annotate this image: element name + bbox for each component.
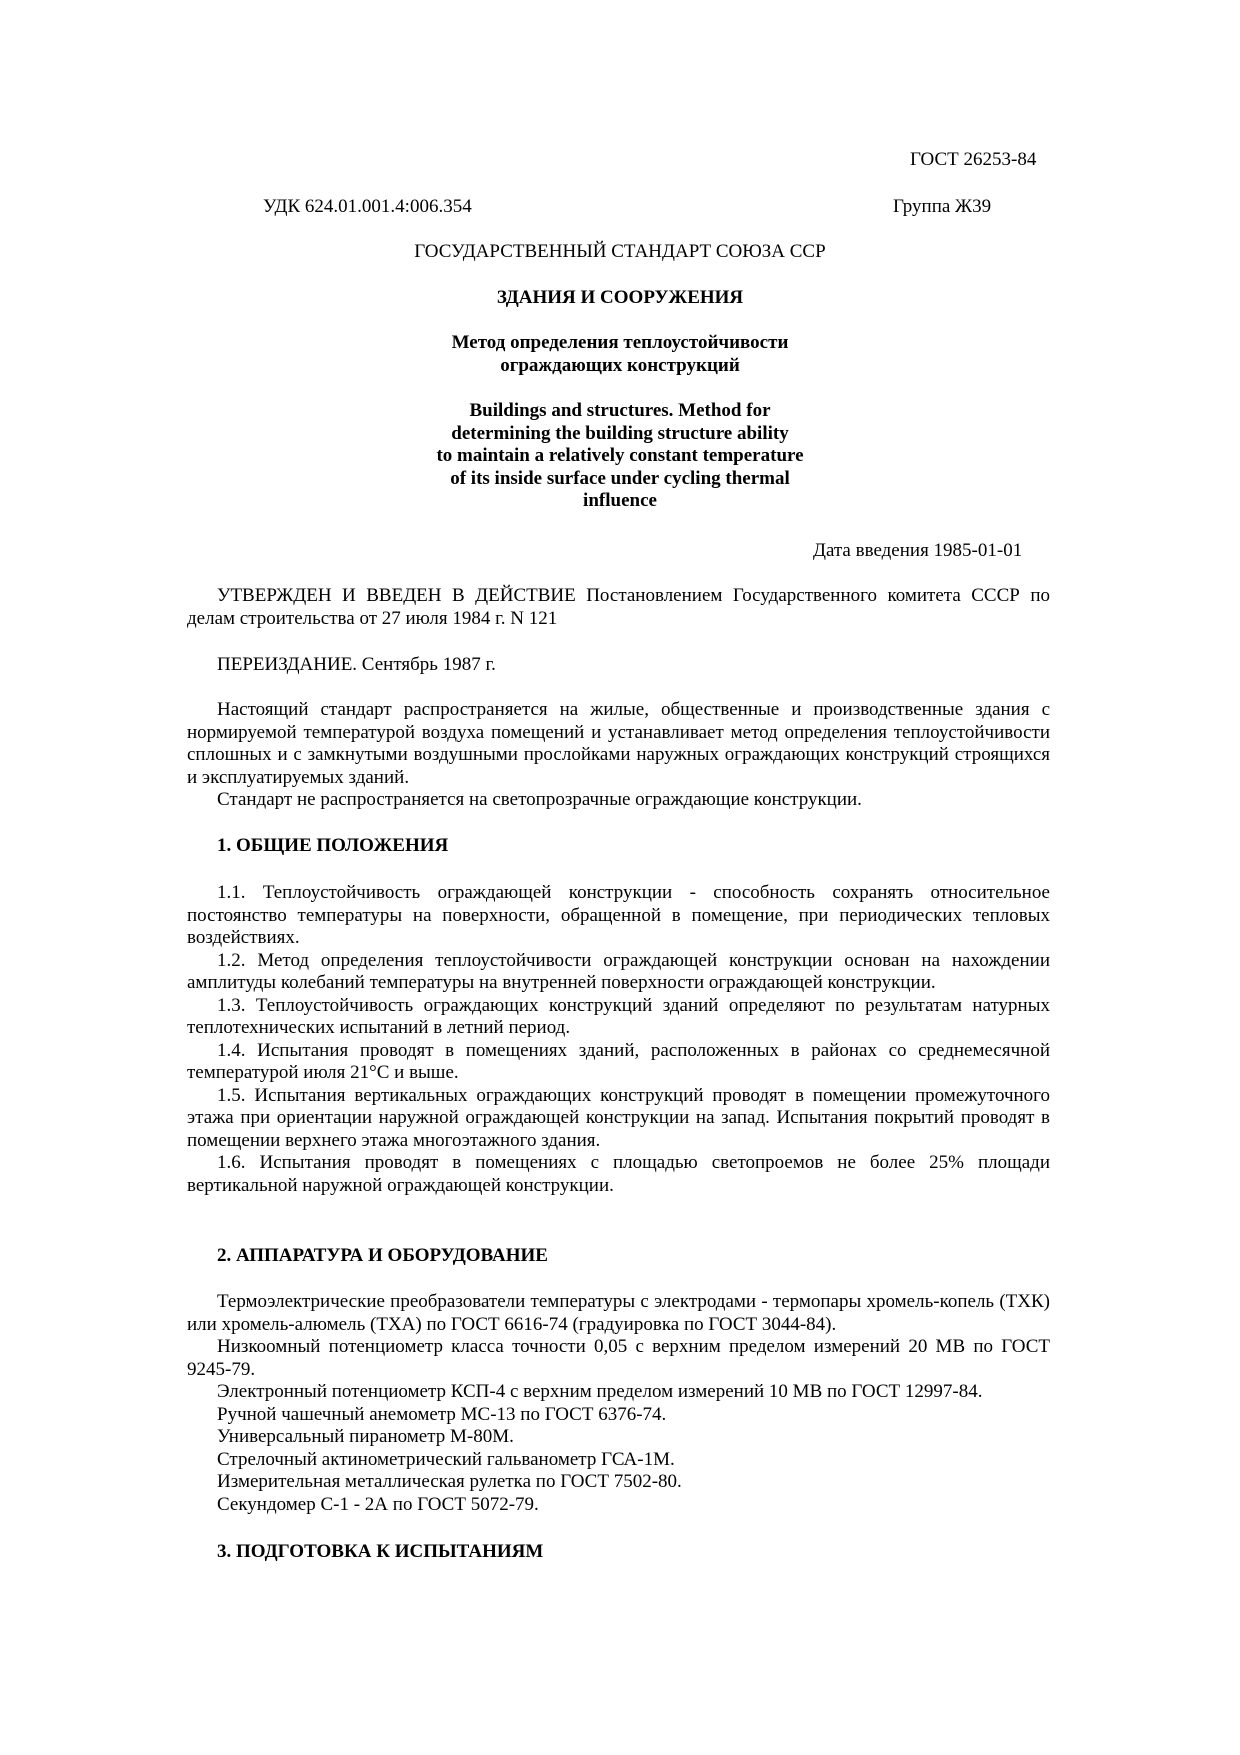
russian-subtitle-line: ограждающих конструкций — [500, 354, 740, 376]
introduction-date: Дата введения 1985-01-01 — [813, 540, 1023, 561]
scope-section — [187, 699, 1050, 812]
equipment-paragraph: Низкоомный потенциометр класса точности 0,05 с верхним пределом измерений 20 МВ по ГОСТ 9245-79. — [187, 1336, 1050, 1380]
gost-number: ГОСТ 26253-84 — [910, 149, 1037, 170]
clause-1-2: 1.2. Метод определения теплоустойчивости ограждающей конструкции основан на нахождении амплитуды колебаний температуры на внутренней поверхности ограждающей конструкции. — [187, 949, 1050, 993]
state-standard-title: ГОСУДАРСТВЕННЫЙ СТАНДАРТ СОЮЗА ССР — [414, 241, 826, 262]
english-title-line: Buildings and structures. Method for — [469, 400, 771, 421]
equipment-item: Стрелочный актинометрический гальванометр ГСА-1М. — [217, 1448, 675, 1470]
main-title: ЗДАНИЯ И СООРУЖЕНИЯ — [496, 287, 744, 308]
section-1-heading: 1. ОБЩИЕ ПОЛОЖЕНИЯ — [217, 835, 449, 856]
equipment-item: Электронный потенциометр КСП-4 с верхним пределом измерений 10 МВ по ГОСТ 12997-84. — [217, 1381, 983, 1402]
approval-text: УТВЕРЖДЕН И ВВЕДЕН В ДЕЙСТВИЕ Постановлением Государственного комитета СССР по делам строительства от 27 июля 1984 г. N 121 — [187, 585, 1050, 629]
english-title — [320, 400, 920, 513]
english-title-line: to maintain a relatively constant temperature — [436, 445, 804, 466]
equipment-item: Измерительная металлическая рулетка по ГОСТ 7502-80. — [217, 1471, 682, 1492]
english-title-line: influence — [583, 490, 657, 511]
clause-1-4: 1.4. Испытания проводят в помещениях зданий, расположенных в районах со среднемесячной температурой июля 21°С и выше. — [187, 1039, 1050, 1083]
section-2-body — [187, 1291, 1050, 1516]
clause-1-1: 1.1. Теплоустойчивость ограждающей конструкции - способность сохранять относительное постоянство температуры на поверхности, обращенной в помещение, при периодических тепловых воздействиях. — [187, 882, 1050, 948]
equipment-item: Универсальный пиранометр М-80М. — [217, 1426, 514, 1447]
scope-paragraph: Настоящий стандарт распространяется на жилые, общественные и производственные здания с нормируемой температурой воздуха помещений и устанавливает метод определения теплоустойчивости сплошных и с замкнутыми воздушными прослойками наружных ограждающих конструкций строящихся и эксплуатируемых зданий. — [187, 699, 1050, 788]
scope-paragraph: Стандарт не распространяется на светопрозрачные ограждающие конструкции. — [217, 789, 862, 810]
section-3-heading: 3. ПОДГОТОВКА К ИСПЫТАНИЯМ — [217, 1541, 544, 1562]
approval-paragraph — [187, 585, 1050, 630]
equipment-item: Секундомер С-1 - 2А по ГОСТ 5072-79. — [217, 1493, 539, 1515]
english-title-line: of its inside surface under cycling thermal — [450, 467, 790, 489]
english-title-line: determining the building structure ability — [451, 422, 789, 444]
russian-subtitle-line: Метод определения теплоустойчивости — [451, 332, 789, 353]
clause-1-3: 1.3. Теплоустойчивость ограждающих конструкций зданий определяют по результатам натурных теплотехнических испытаний в летний период. — [187, 994, 1050, 1038]
reissue-text: ПЕРЕИЗДАНИЕ. Сентябрь 1987 г. — [217, 654, 496, 675]
reissue-paragraph — [187, 654, 1050, 677]
udk-code: УДК 624.01.001.4:006.354 — [263, 196, 472, 217]
equipment-item: Ручной чашечный анемометр МС-13 по ГОСТ 6376-74. — [217, 1403, 667, 1425]
clause-1-5: 1.5. Испытания вертикальных ограждающих конструкций проводят в помещении промежуточного этажа при ориентации наружной ограждающей конструкции на запад. Испытания покрытий проводят в помещении верхнего этажа многоэтажного здания. — [187, 1084, 1050, 1151]
russian-subtitle — [320, 332, 920, 377]
equipment-paragraph: Термоэлектрические преобразователи температуры с электродами - термопары хромель-копель (ТХК) или хромель-алюмель (ТХА) по ГОСТ 6616-74 (градуировка по ГОСТ 3044-84). — [187, 1291, 1050, 1335]
group-code: Группа Ж39 — [893, 196, 992, 217]
clause-1-6: 1.6. Испытания проводят в помещениях с площадью светопроемов не более 25% площади вертикальной наружной ограждающей конструкции. — [187, 1152, 1050, 1196]
section-1-body — [187, 882, 1050, 1197]
section-2-heading: 2. АППАРАТУРА И ОБОРУДОВАНИЕ — [217, 1245, 548, 1266]
